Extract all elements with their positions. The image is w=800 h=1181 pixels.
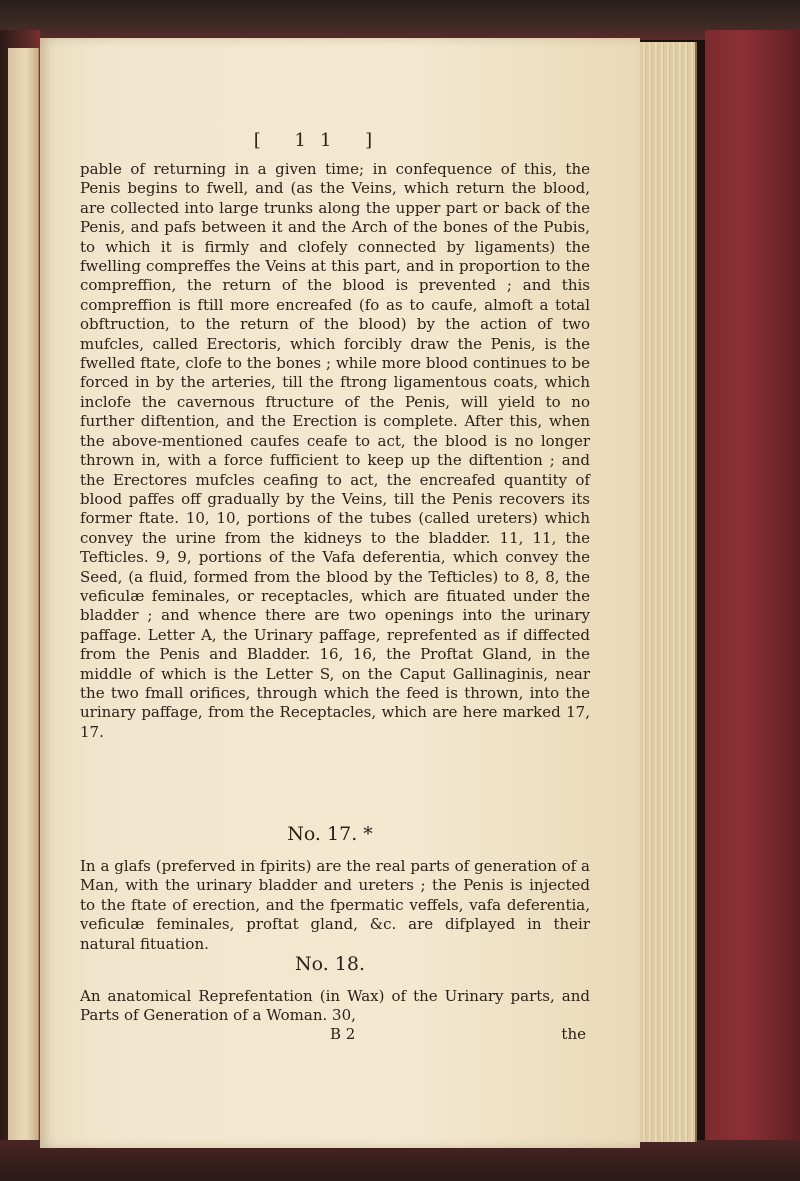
catchword: the bbox=[561, 1025, 586, 1043]
signature-mark: B 2 bbox=[330, 1025, 356, 1043]
section-heading-no-17: No. 17. * bbox=[287, 823, 373, 845]
book-cover-top bbox=[0, 0, 800, 40]
paragraph-no-17: In a glafs (preferved in fpirits) are the real parts of generation of a Man, with the urinary bladder and ureters ; the Penis is injected to the ftate of erection, and the fpermatic veffels, vafa deferentia, veficulæ feminales, proftat gland, &c. are difplayed in their natural fituation. bbox=[80, 857, 590, 953]
page-block-edges bbox=[640, 42, 697, 1142]
paragraph-no-18: An anatomical Reprefentation (in Wax) of the Urinary parts, and Parts of Generation of a Woman. 30, bbox=[80, 987, 590, 1025]
main-paragraph: pable of returning in a given time; in confequence of this, the Penis begins to fwell, and (as the Veins, which return the blood, are collected into large trunks along the upper part or back of the Penis, and pafs between it and the Arch of the bones of the Pubis, to which it is firmly and clofely connected by ligaments) the fwelling compreffes the Veins at this part, and in proportion to the compreffion, the return of the blood is prevented ; and this compreffion is ftill more encreafed (fo as to caufe, almoft a total obftruction, to the return of the blood) by the action of two mufcles, called Erectoris, which forcibly draw the Penis, is the fwelled ftate, clofe to the bones ; while more blood continues to be forced in by the arteries, till the ftrong ligamentous coats, which inclofe the cavernous ftructure of the Penis, will yield to no further diftention, and the Erection is complete. After this, when the above-mentioned caufes ceafe to act, the blood is no longer thrown in, with a force fufficient to keep up the diftention ; and the Erectores mufcles ceafing to act, the encreafed quantity of blood paffes off gradually by the Veins, till the Penis recovers its former ftate. 10, 10, portions of the tubes (called ureters) which convey the urine from the kidneys to the bladder. 11, 11, the Tefticles. 9, 9, portions of the Vafa deferentia, which convey the Seed, (a fluid, formed from the blood by the Tefticles) to 8, 8, the veficulæ feminales, or receptacles, which are fituated under the bladder ; and whence there are two openings into the urinary paffage. Letter A, the Urinary paffage, reprefented as if diffected from the Penis and Bladder. 16, 16, the Proftat Gland, in the middle of which is the Letter S, on the Caput Gallinaginis, near the two fmall orifices, through which the feed is thrown, into the urinary paffage, from the Receptacles, which are here marked 17, 17. bbox=[80, 160, 590, 741]
section-heading-no-18: No. 18. bbox=[294, 953, 366, 975]
page-number: [ 11 ] bbox=[253, 130, 387, 151]
facing-page-edge bbox=[8, 48, 39, 1150]
book-cover-right bbox=[705, 30, 800, 1150]
